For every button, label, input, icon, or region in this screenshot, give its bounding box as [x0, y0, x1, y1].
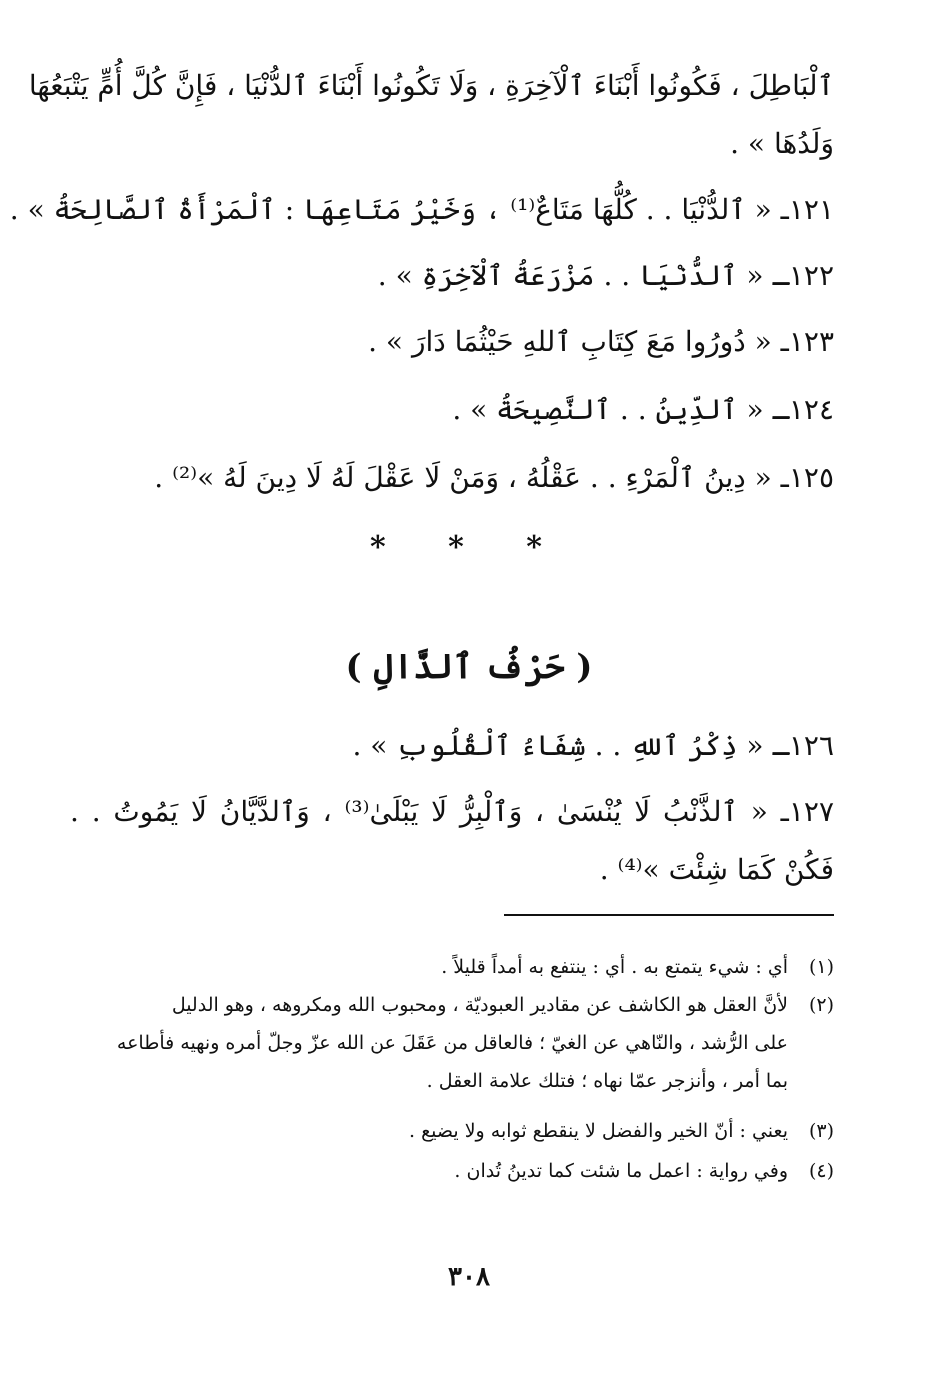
footnote-2 — [80, 990, 834, 1020]
footnote-number: (٣) — [808, 1120, 834, 1142]
footnote-number: (١) — [808, 956, 834, 978]
hadith-entry-123: ١٢٣ـ « دُورُوا مَعَ كِتَابِ ٱللهِ حَيْثُمَا دَارَ » . — [368, 325, 834, 358]
hadith-entry-124: ١٢٤ـ « ٱلدِّينُ . . ٱلنَّصِيحَةُ » . — [452, 393, 834, 426]
section-title: ( حَرْفُ ٱلذَّالِ ) — [345, 647, 593, 687]
section-separator: * * * — [370, 530, 568, 565]
footnote-1 — [80, 952, 834, 982]
hadith-entry-127-continuation: فَكُنْ كَمَا شِئْتَ »⁽⁴⁾ . — [599, 853, 834, 886]
footnote-text: أي : شيء يتمتع به . أي : ينتفع به أمداً قليلاً . — [441, 956, 788, 978]
hadith-entry-122: ١٢٢ـ « ٱلدُّنْيَا . . مَزْرَعَةُ ٱلْآخِرَةِ » . — [377, 259, 834, 292]
page-number: ٣٠٨ — [448, 1262, 490, 1292]
footnote-text: لأنَّ العقل هو الكاشف عن مقادير العبوديّة ، ومحبوب الله ومكروهه ، وهو الدليل — [171, 994, 788, 1016]
footnote-2-line-3: بما أمر ، وأنزجر عمّا نهاه ؛ فتلك علامة العقل . — [426, 1070, 788, 1092]
text-line: ٱلْبَاطِلَ ، فَكُونُوا أَبْنَاءَ ٱلْآخِرَةِ ، وَلَا تَكُونُوا أَبْنَاءَ ٱلدُّنْيَا ، فَإِنَّ كُلَّ أُمٍّ يَتْبَعُهَا — [28, 69, 834, 102]
footnote-2-line-2: على الرُّشد ، والنّاهي عن الغيّ ؛ فالعاقل من عَقَلَ عن الله عزّ وجلّ أمره ونهيه فأطاعه — [116, 1032, 788, 1054]
hadith-entry-121: ١٢١ـ « ٱلدُّنْيَا . . كُلُّهَا مَتَاعٌ⁽¹⁾ ، وَخَيْرُ مَتَاعِهَا : ٱلْمَرْأَةُ ٱلصَّالِحَةُ » . — [9, 193, 834, 226]
footnote-3 — [80, 1116, 834, 1146]
hadith-entry-125: ١٢٥ـ « دِينُ ٱلْمَرْءِ . . عَقْلُهُ ، وَمَنْ لَا عَقْلَ لَهُ لَا دِينَ لَهُ »⁽²⁾ . — [154, 461, 834, 494]
footnote-rule — [504, 914, 834, 916]
text-line: وَلَدُهَا » . — [730, 127, 834, 160]
hadith-entry-127: ١٢٧ـ « ٱلذَّنْبُ لَا يُنْسَىٰ ، وَٱلْبِرُّ لَا يَبْلَىٰ⁽³⁾ ، وَٱلدَّيَّانُ لَا يَمُوتُ . . — [70, 795, 835, 828]
footnote-4 — [80, 1156, 834, 1186]
hadith-entry-126: ١٢٦ـ « ذِكْرُ ٱللهِ . . شِفَاءُ ٱلْقُلُوبِ » . — [352, 729, 834, 762]
footnote-number: (٢) — [808, 994, 834, 1016]
footnote-number: (٤) — [808, 1160, 834, 1182]
footnote-text: يعني : أنّ الخير والفضل لا ينقطع ثوابه ولا يضيع . — [408, 1120, 788, 1142]
footnote-text: وفي رواية : اعمل ما شئت كما تدينُ تُدان . — [454, 1160, 788, 1182]
